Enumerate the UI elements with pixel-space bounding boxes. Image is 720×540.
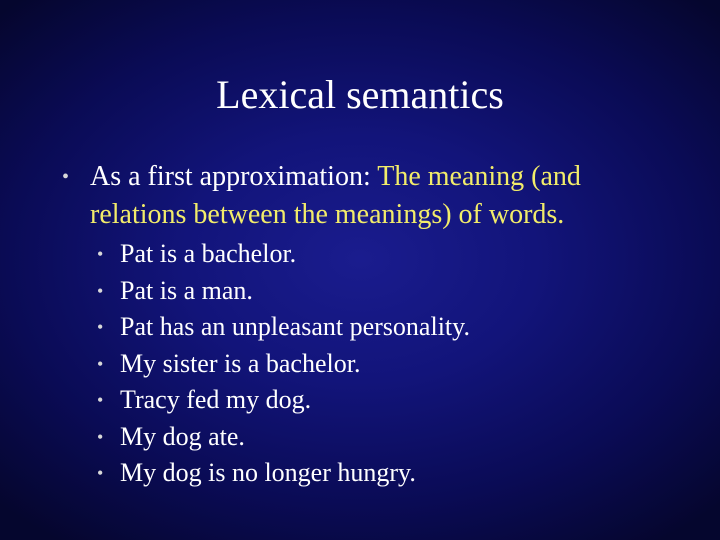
- bullet-icon: •: [97, 317, 104, 337]
- sub-bullet-list: [97, 236, 677, 492]
- bullet-icon: •: [97, 280, 104, 301]
- sub-bullet-item: [97, 382, 677, 419]
- bullet-icon: •: [97, 426, 104, 447]
- slide-title: Lexical semantics: [216, 72, 504, 117]
- bullet-icon: •: [62, 166, 70, 188]
- sub-bullet-item: [97, 309, 677, 346]
- bullet-icon: •: [97, 463, 104, 483]
- sub-bullet-text: My sister is a bachelor.: [120, 348, 361, 378]
- bullet-icon: •: [97, 353, 104, 374]
- sub-bullet-text: My dog is no longer hungry.: [120, 458, 416, 487]
- sub-bullet-text: Pat has an unpleasant personality.: [120, 312, 470, 341]
- sub-bullet-item: [97, 346, 677, 383]
- main-bullet-highlight: The meaning (and relations between the meanings) of words.: [90, 161, 581, 230]
- main-bullet: [62, 158, 682, 234]
- bullet-icon: •: [97, 244, 104, 264]
- sub-bullet-text: Pat is a bachelor.: [120, 239, 297, 268]
- main-bullet-lead: As a first approximation:: [90, 161, 378, 192]
- sub-bullet-item: [97, 419, 677, 456]
- bullet-icon: •: [97, 390, 104, 410]
- sub-bullet-item: [97, 273, 677, 310]
- sub-bullet-text: Pat is a man.: [120, 275, 253, 305]
- sub-bullet-text: My dog ate.: [120, 421, 245, 451]
- sub-bullet-item: [97, 236, 677, 273]
- sub-bullet-text: Tracy fed my dog.: [120, 385, 312, 414]
- main-bullet-text: [90, 158, 682, 234]
- sub-bullet-item: [97, 455, 677, 492]
